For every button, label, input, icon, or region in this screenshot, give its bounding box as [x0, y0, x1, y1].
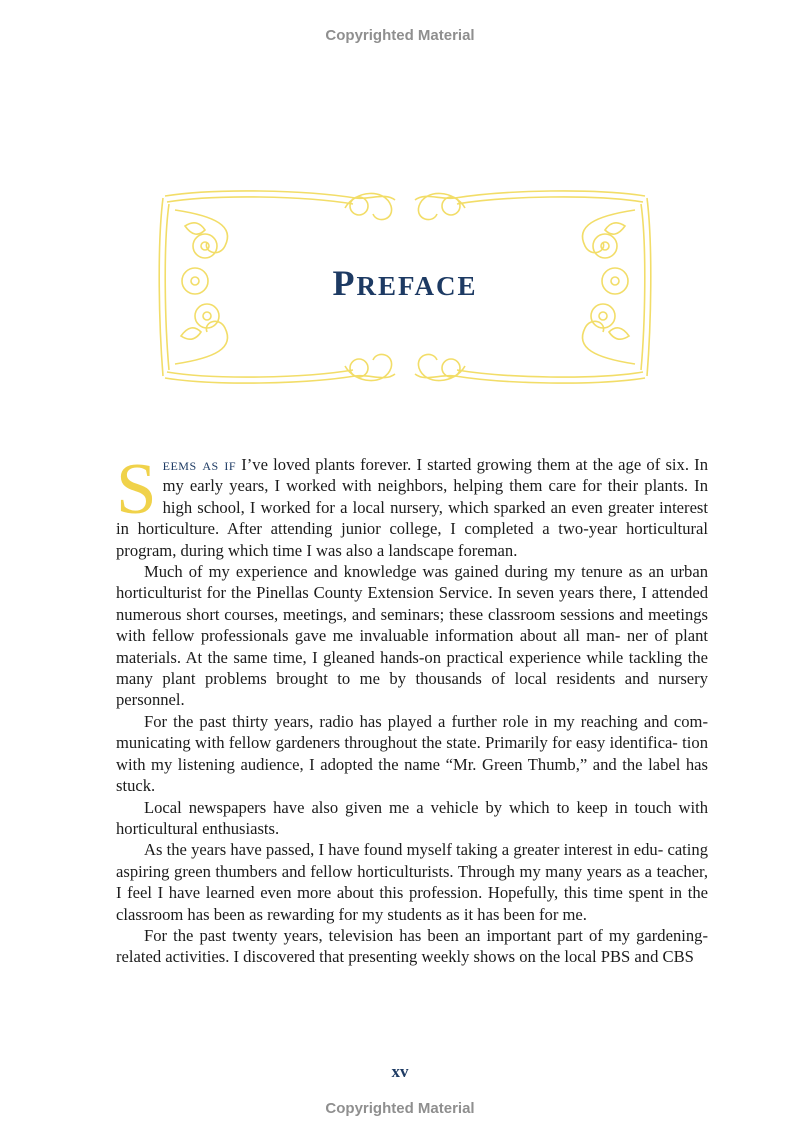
paragraph-5: For the past twenty years, television has been an important part of my gardening- related activities. I discovered that presenting weekly shows on the local PBS and CBS [116, 925, 708, 967]
copyright-watermark-bottom: Copyrighted Material [325, 1100, 475, 1117]
copyright-watermark-top: Copyrighted Material [325, 27, 475, 44]
title-rest: REFACE [356, 271, 478, 301]
paragraph-1: Much of my experience and knowledge was gained during my tenure as an urban horticulturist for the Pinellas County Extension Service. In seven years there, I attended numerous short courses, meetings, and seminars; these classroom sessions and meetings with fellow professionals gave me invaluable information about all man- ner of plant materials. At the same time, I gleaned hands-on practical experience while tackling the many plant problems brought to me by thousands of local residents and nursery personnel. [116, 562, 708, 710]
intro-text: I’ve loved plants forever. I started growing them at the age of six. In my early years, I worked with neighbors, helping them care for their plants. In high school, I worked for a local nursery, which sparked an even greater interest in horticulture. After attending junior college, I completed a two-year horticultural program, during which time I was also a landscape foreman. [116, 455, 709, 560]
drop-cap: S [116, 448, 157, 529]
page-number: xv [391, 1062, 409, 1081]
lead-in: eems as if [162, 455, 237, 474]
intro-paragraph [116, 448, 709, 561]
paragraph-4: As the years have passed, I have found myself taking a greater interest in edu- cating aspiring green thumbers and fellow horticulturists. Through my many years as a teacher, I feel I have learned even more about this profession. Hopefully, this time spent in the classroom has been as rewarding for my students as it has been for me. [116, 840, 708, 924]
paragraph-2: For the past thirty years, radio has played a further role in my reaching and com- municating with fellow gardeners throughout the state. Primarily for easy identifica- tion with my listening audience, I adopted the name “Mr. Green Thumb,” and the label has stuck. [116, 711, 708, 796]
paragraph-3: Local newspapers have also given me a vehicle by which to keep in touch with horticultural enthusiasts. [116, 797, 708, 838]
preface-body [116, 448, 709, 968]
page-title [155, 262, 655, 304]
title-initial: P [332, 263, 357, 303]
